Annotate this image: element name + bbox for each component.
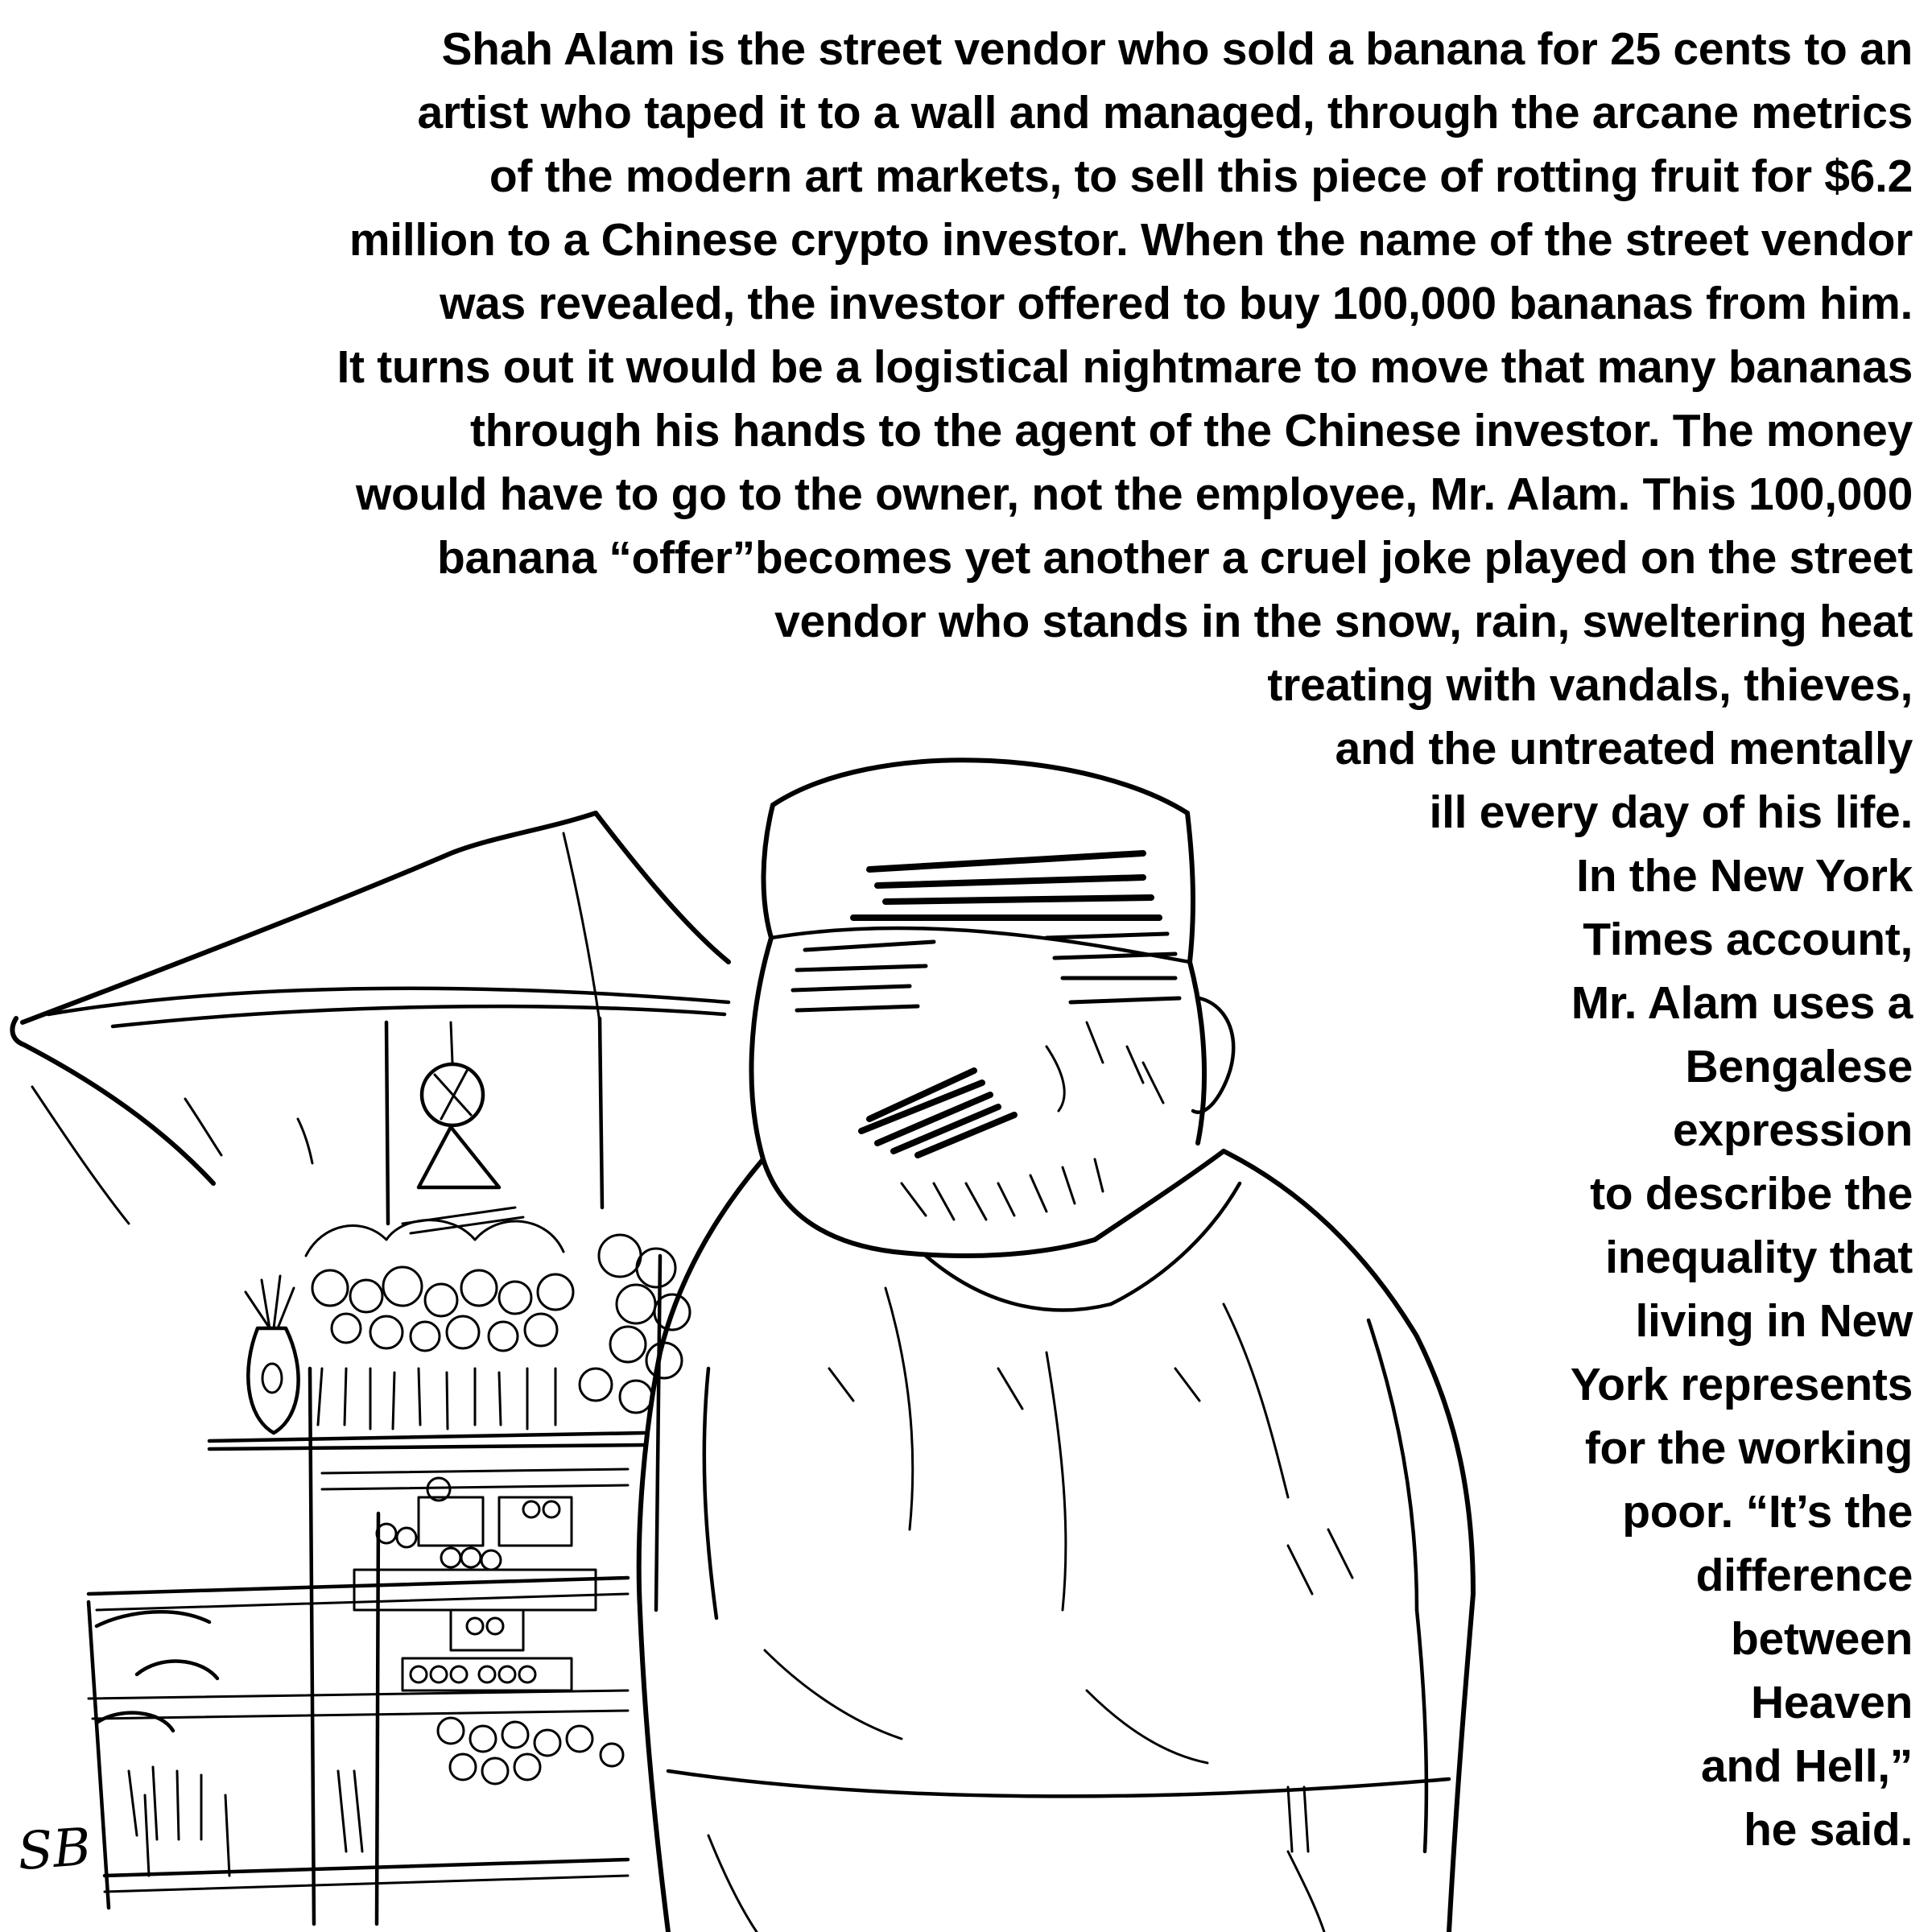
caption-line: to describe the (1590, 1168, 1913, 1220)
artist-signature: SB (15, 1817, 93, 1883)
caption-line: artist who taped it to a wall and managed, through the arcane metrics (417, 87, 1913, 138)
story-caption (0, 18, 1913, 1862)
caption-line: through his hands to the agent of the Chinese investor. The money (469, 405, 1913, 456)
caption-line: Mr. Alam uses a (1571, 977, 1913, 1029)
caption-line: million to a Chinese crypto investor. When the name of the street vendor (349, 214, 1913, 266)
caption-line: and Hell,” (1700, 1740, 1913, 1792)
caption-line: York represents (1570, 1359, 1913, 1410)
caption-line: of the modern art markets, to sell this piece of rotting fruit for $6.2 (489, 151, 1913, 202)
caption-line: treating with vandals, thieves, (1267, 659, 1913, 711)
caption-line: Shah Alam is the street vendor who sold a banana for 25 cents to an (441, 23, 1913, 75)
caption-line: living in New (1635, 1295, 1913, 1347)
caption-line: for the working (1584, 1422, 1913, 1474)
caption-line: between (1731, 1613, 1913, 1665)
caption-line: inequality that (1605, 1232, 1913, 1283)
caption-line: Heaven (1751, 1677, 1913, 1728)
caption-line: Times account, (1583, 914, 1913, 965)
caption-line: vendor who stands in the snow, rain, sweltering heat (774, 596, 1913, 647)
caption-line: difference (1695, 1550, 1913, 1601)
caption-line: In the New York (1576, 850, 1913, 902)
caption-line: poor. “It’s the (1622, 1486, 1913, 1538)
caption-line: Bengalese (1685, 1041, 1913, 1092)
caption-line: he said. (1744, 1804, 1913, 1856)
caption-line: ill every day of his life. (1429, 786, 1913, 838)
caption-line: It turns out it would be a logistical nightmare to move that many bananas (336, 341, 1913, 393)
caption-line: was revealed, the investor offered to buy 100,000 bananas from him. (440, 278, 1913, 329)
caption-line: and the untreated mentally (1335, 723, 1913, 774)
caption-line: expression (1673, 1104, 1913, 1156)
caption-line: banana “offer”becomes yet another a cruel joke played on the street (437, 532, 1913, 584)
caption-line: would have to go to the owner, not the employee, Mr. Alam. This 100,000 (356, 469, 1913, 520)
